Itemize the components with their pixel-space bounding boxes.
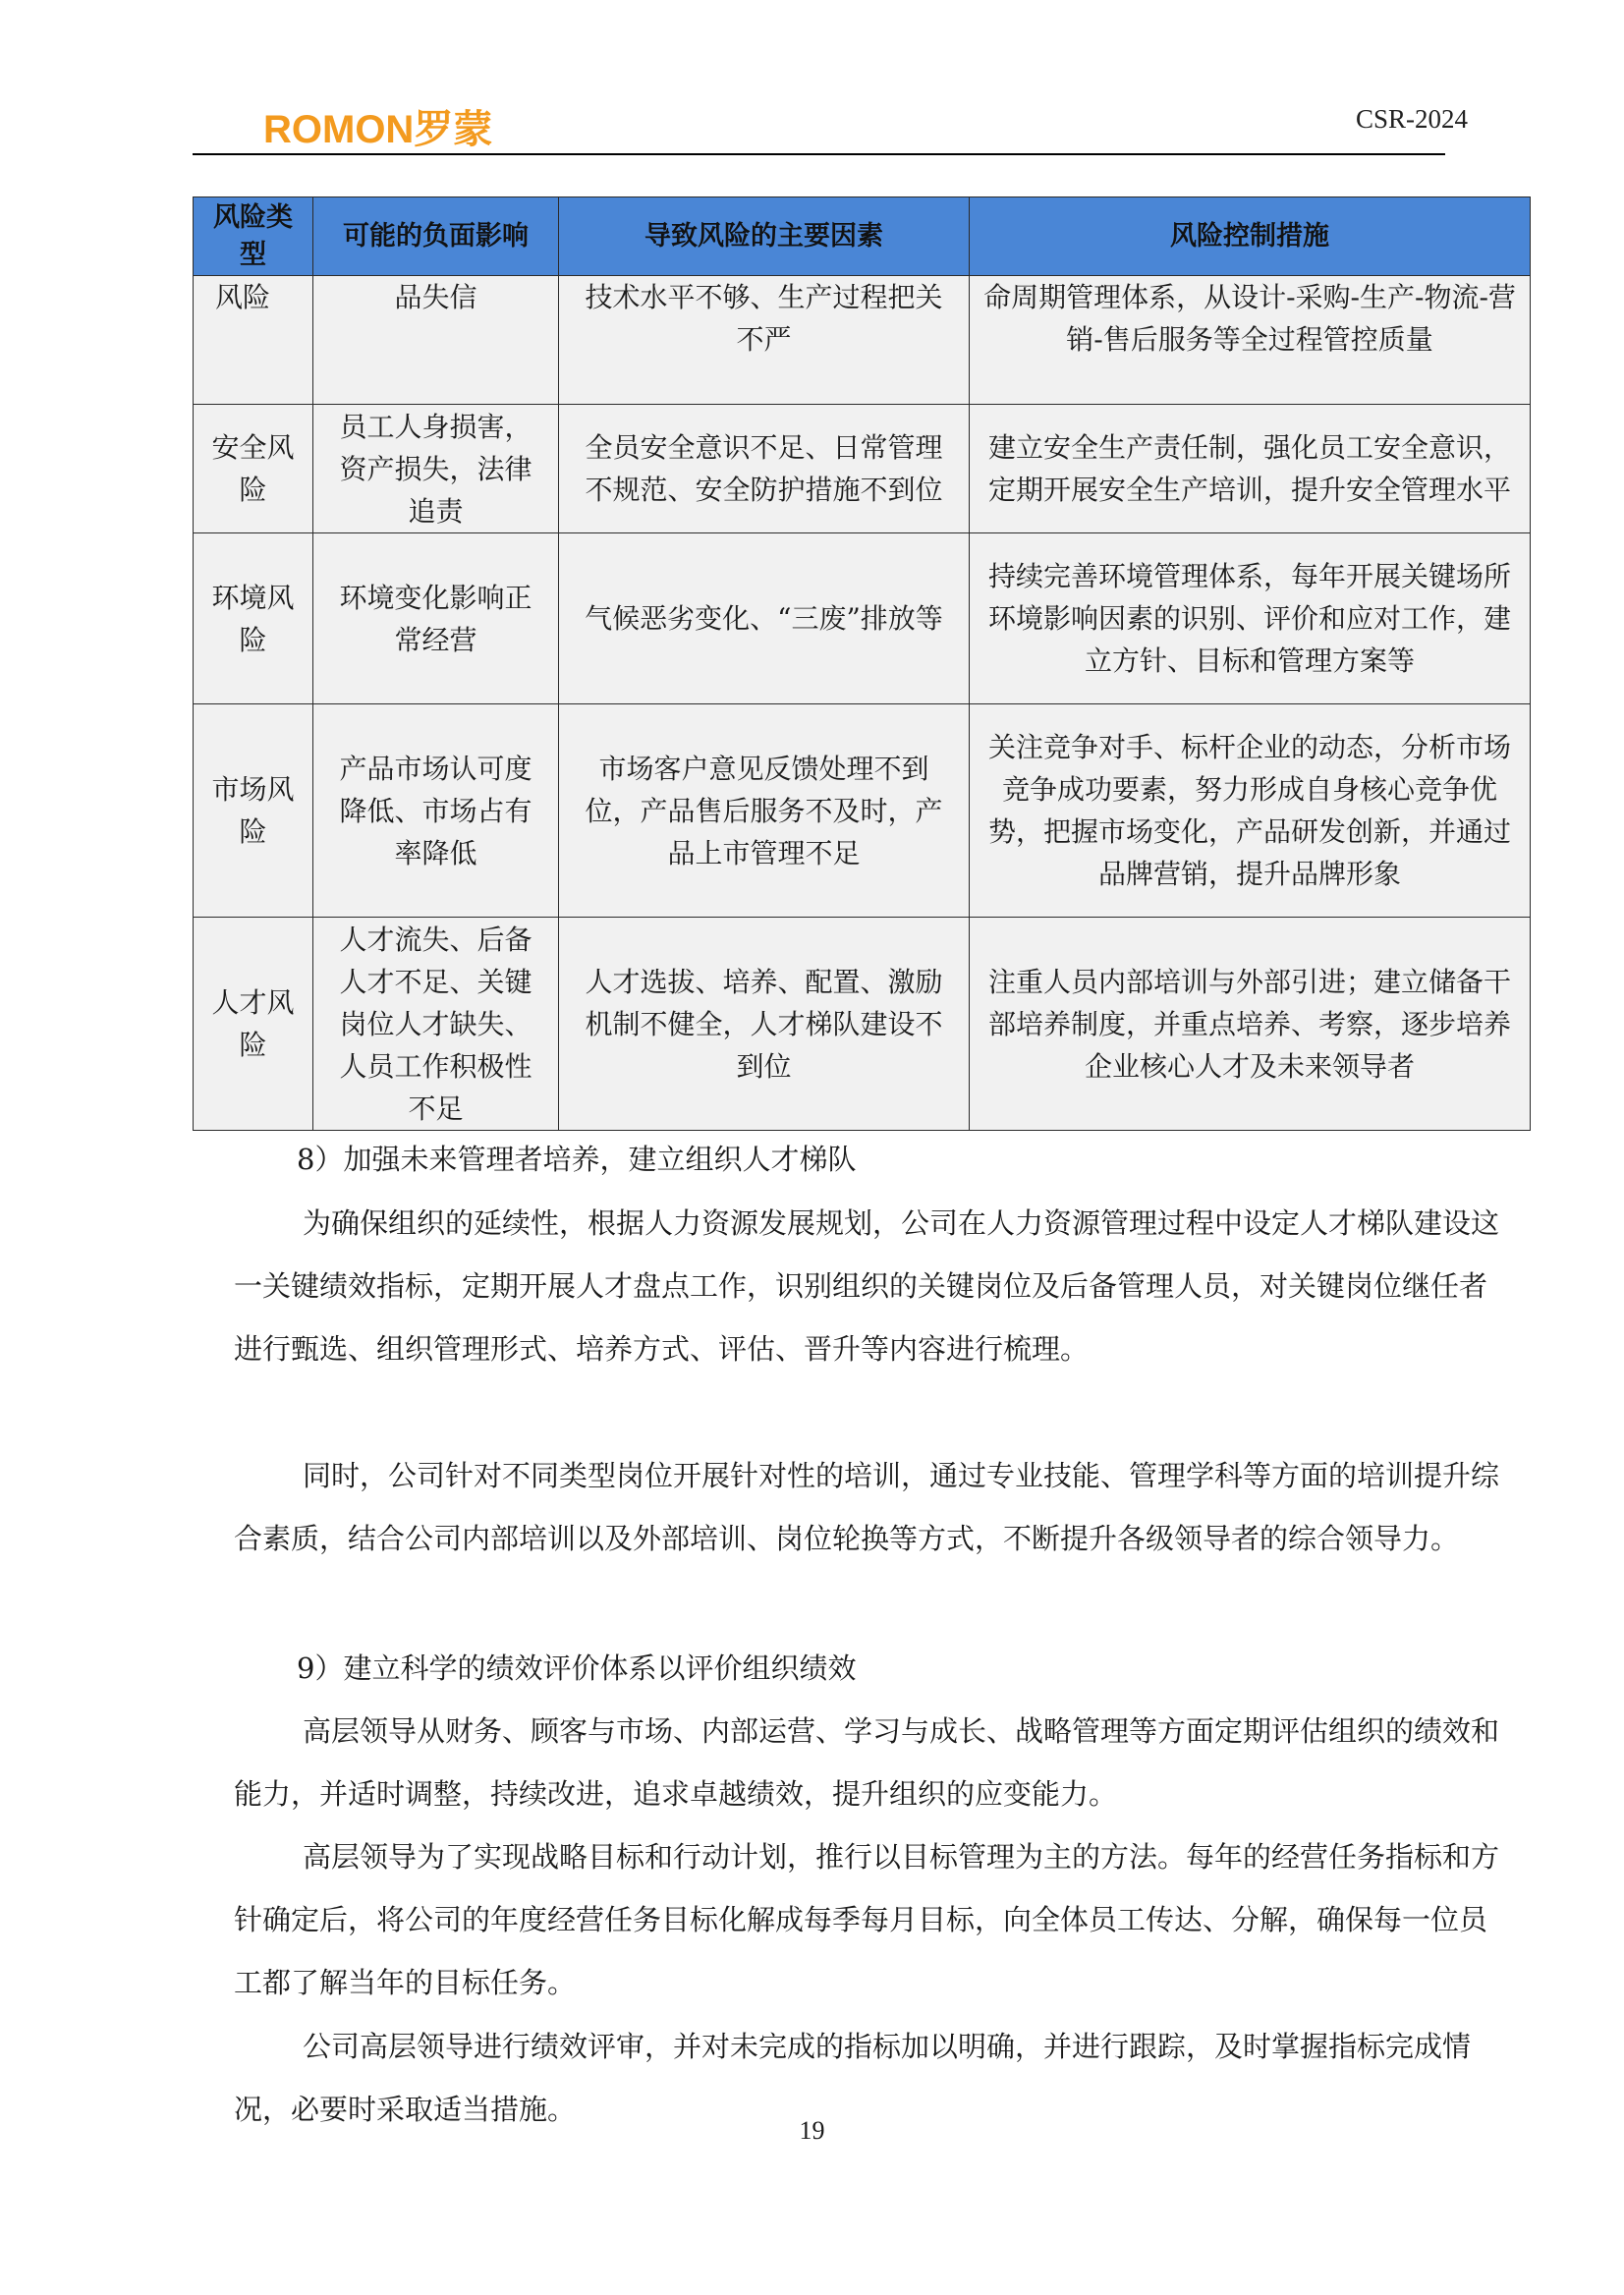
paragraph-text: 公司高层领导进行绩效评审，并对未完成的指标加以明确，并进行跟踪，及时掌握指标完成情况，必要时采取适当措施。 bbox=[234, 2030, 1472, 2126]
header-control-measures: 风险控制措施 bbox=[970, 197, 1531, 276]
paragraph bbox=[234, 2015, 1501, 2141]
table-row bbox=[194, 533, 1531, 704]
paragraph bbox=[234, 1444, 1501, 1570]
cell-impact: 产品市场认可度降低、市场占有率降低 bbox=[313, 704, 559, 918]
section-heading-8: 8）加强未来管理者培养，建立组织人才梯队 bbox=[297, 1143, 857, 1176]
cell-factors: 技术水平不够、生产过程把关不严 bbox=[559, 276, 970, 405]
cell-risk-type: 环境风险 bbox=[194, 533, 313, 704]
paragraph-text: 为确保组织的延续性，根据人力资源发展规划，公司在人力资源管理过程中设定人才梯队建设这一关键绩效指标，定期开展人才盘点工作，识别组织的关键岗位及后备管理人员，对关键岗位继任者进行甄选、组织管理形式、培养方式、评估、晋升等内容进行梳理。 bbox=[234, 1206, 1500, 1366]
paragraph-text: 同时，公司针对不同类型岗位开展针对性的培训，通过专业技能、管理学科等方面的培训提升综合素质，结合公司内部培训以及外部培训、岗位轮换等方式，不断提升各级领导者的综合领导力。 bbox=[234, 1459, 1500, 1555]
paragraph-text: 高层领导从财务、顾客与市场、内部运营、学习与成长、战略管理等方面定期评估组织的绩效和能力，并适时调整，持续改进，追求卓越绩效，提升组织的应变能力。 bbox=[234, 1714, 1500, 1811]
cell-measures: 持续完善环境管理体系，每年开展关键场所环境影响因素的识别、评价和应对工作，建立方针、目标和管理方案等 bbox=[970, 533, 1531, 704]
header-divider bbox=[193, 153, 1445, 155]
table-row bbox=[194, 704, 1531, 918]
cell-impact: 品失信 bbox=[313, 276, 559, 405]
page-number: 19 bbox=[799, 2116, 825, 2145]
cell-risk-type: 市场风险 bbox=[194, 704, 313, 918]
cell-factors: 全员安全意识不足、日常管理不规范、安全防护措施不到位 bbox=[559, 405, 970, 533]
company-logo: ROMON罗蒙 bbox=[263, 108, 493, 151]
cell-impact: 人才流失、后备人才不足、关键岗位人才缺失、人员工作积极性不足 bbox=[313, 918, 559, 1131]
table-header-row bbox=[194, 197, 1531, 276]
paragraph bbox=[234, 1700, 1501, 1825]
table-row bbox=[194, 918, 1531, 1131]
paragraph bbox=[234, 1192, 1501, 1380]
cell-factors: 气候恶劣变化、“三废”排放等 bbox=[559, 533, 970, 704]
cell-impact: 环境变化影响正常经营 bbox=[313, 533, 559, 704]
cell-factors: 市场客户意见反馈处理不到位，产品售后服务不及时，产品上市管理不足 bbox=[559, 704, 970, 918]
cell-measures: 关注竞争对手、标杆企业的动态，分析市场竞争成功要素，努力形成自身核心竞争优势，把握市场变化，产品研发创新，并通过品牌营销，提升品牌形象 bbox=[970, 704, 1531, 918]
section-heading-9: 9）建立科学的绩效评价体系以评价组织绩效 bbox=[297, 1651, 857, 1685]
paragraph-text: 高层领导为了实现战略目标和行动计划，推行以目标管理为主的方法。每年的经营任务指标和方针确定后，将公司的年度经营任务目标化解成每季每月目标，向全体员工传达、分解，确保每一位员工都了解当年的目标任务。 bbox=[234, 1840, 1500, 1999]
header-risk-type: 风险类型 bbox=[194, 197, 313, 276]
table-row bbox=[194, 276, 1531, 405]
cell-factors: 人才选拔、培养、配置、激励机制不健全，人才梯队建设不到位 bbox=[559, 918, 970, 1131]
cell-impact: 员工人身损害，资产损失，法律追责 bbox=[313, 405, 559, 533]
cell-measures: 命周期管理体系，从设计-采购-生产-物流-营销-售后服务等全过程管控质量 bbox=[970, 276, 1531, 405]
cell-measures: 注重人员内部培训与外部引进；建立储备干部培养制度，并重点培养、考察，逐步培养企业核心人才及未来领导者 bbox=[970, 918, 1531, 1131]
cell-risk-type: 人才风险 bbox=[194, 918, 313, 1131]
cell-measures: 建立安全生产责任制，强化员工安全意识，定期开展安全生产培训，提升安全管理水平 bbox=[970, 405, 1531, 533]
cell-risk-type: 风险 bbox=[194, 276, 313, 405]
paragraph bbox=[234, 1825, 1501, 2014]
document-code: CSR-2024 bbox=[1356, 104, 1469, 134]
cell-risk-type: 安全风险 bbox=[194, 405, 313, 533]
risk-table bbox=[193, 196, 1531, 1131]
table-row bbox=[194, 405, 1531, 533]
header-negative-impact: 可能的负面影响 bbox=[313, 197, 559, 276]
header-main-factors: 导致风险的主要因素 bbox=[559, 197, 970, 276]
